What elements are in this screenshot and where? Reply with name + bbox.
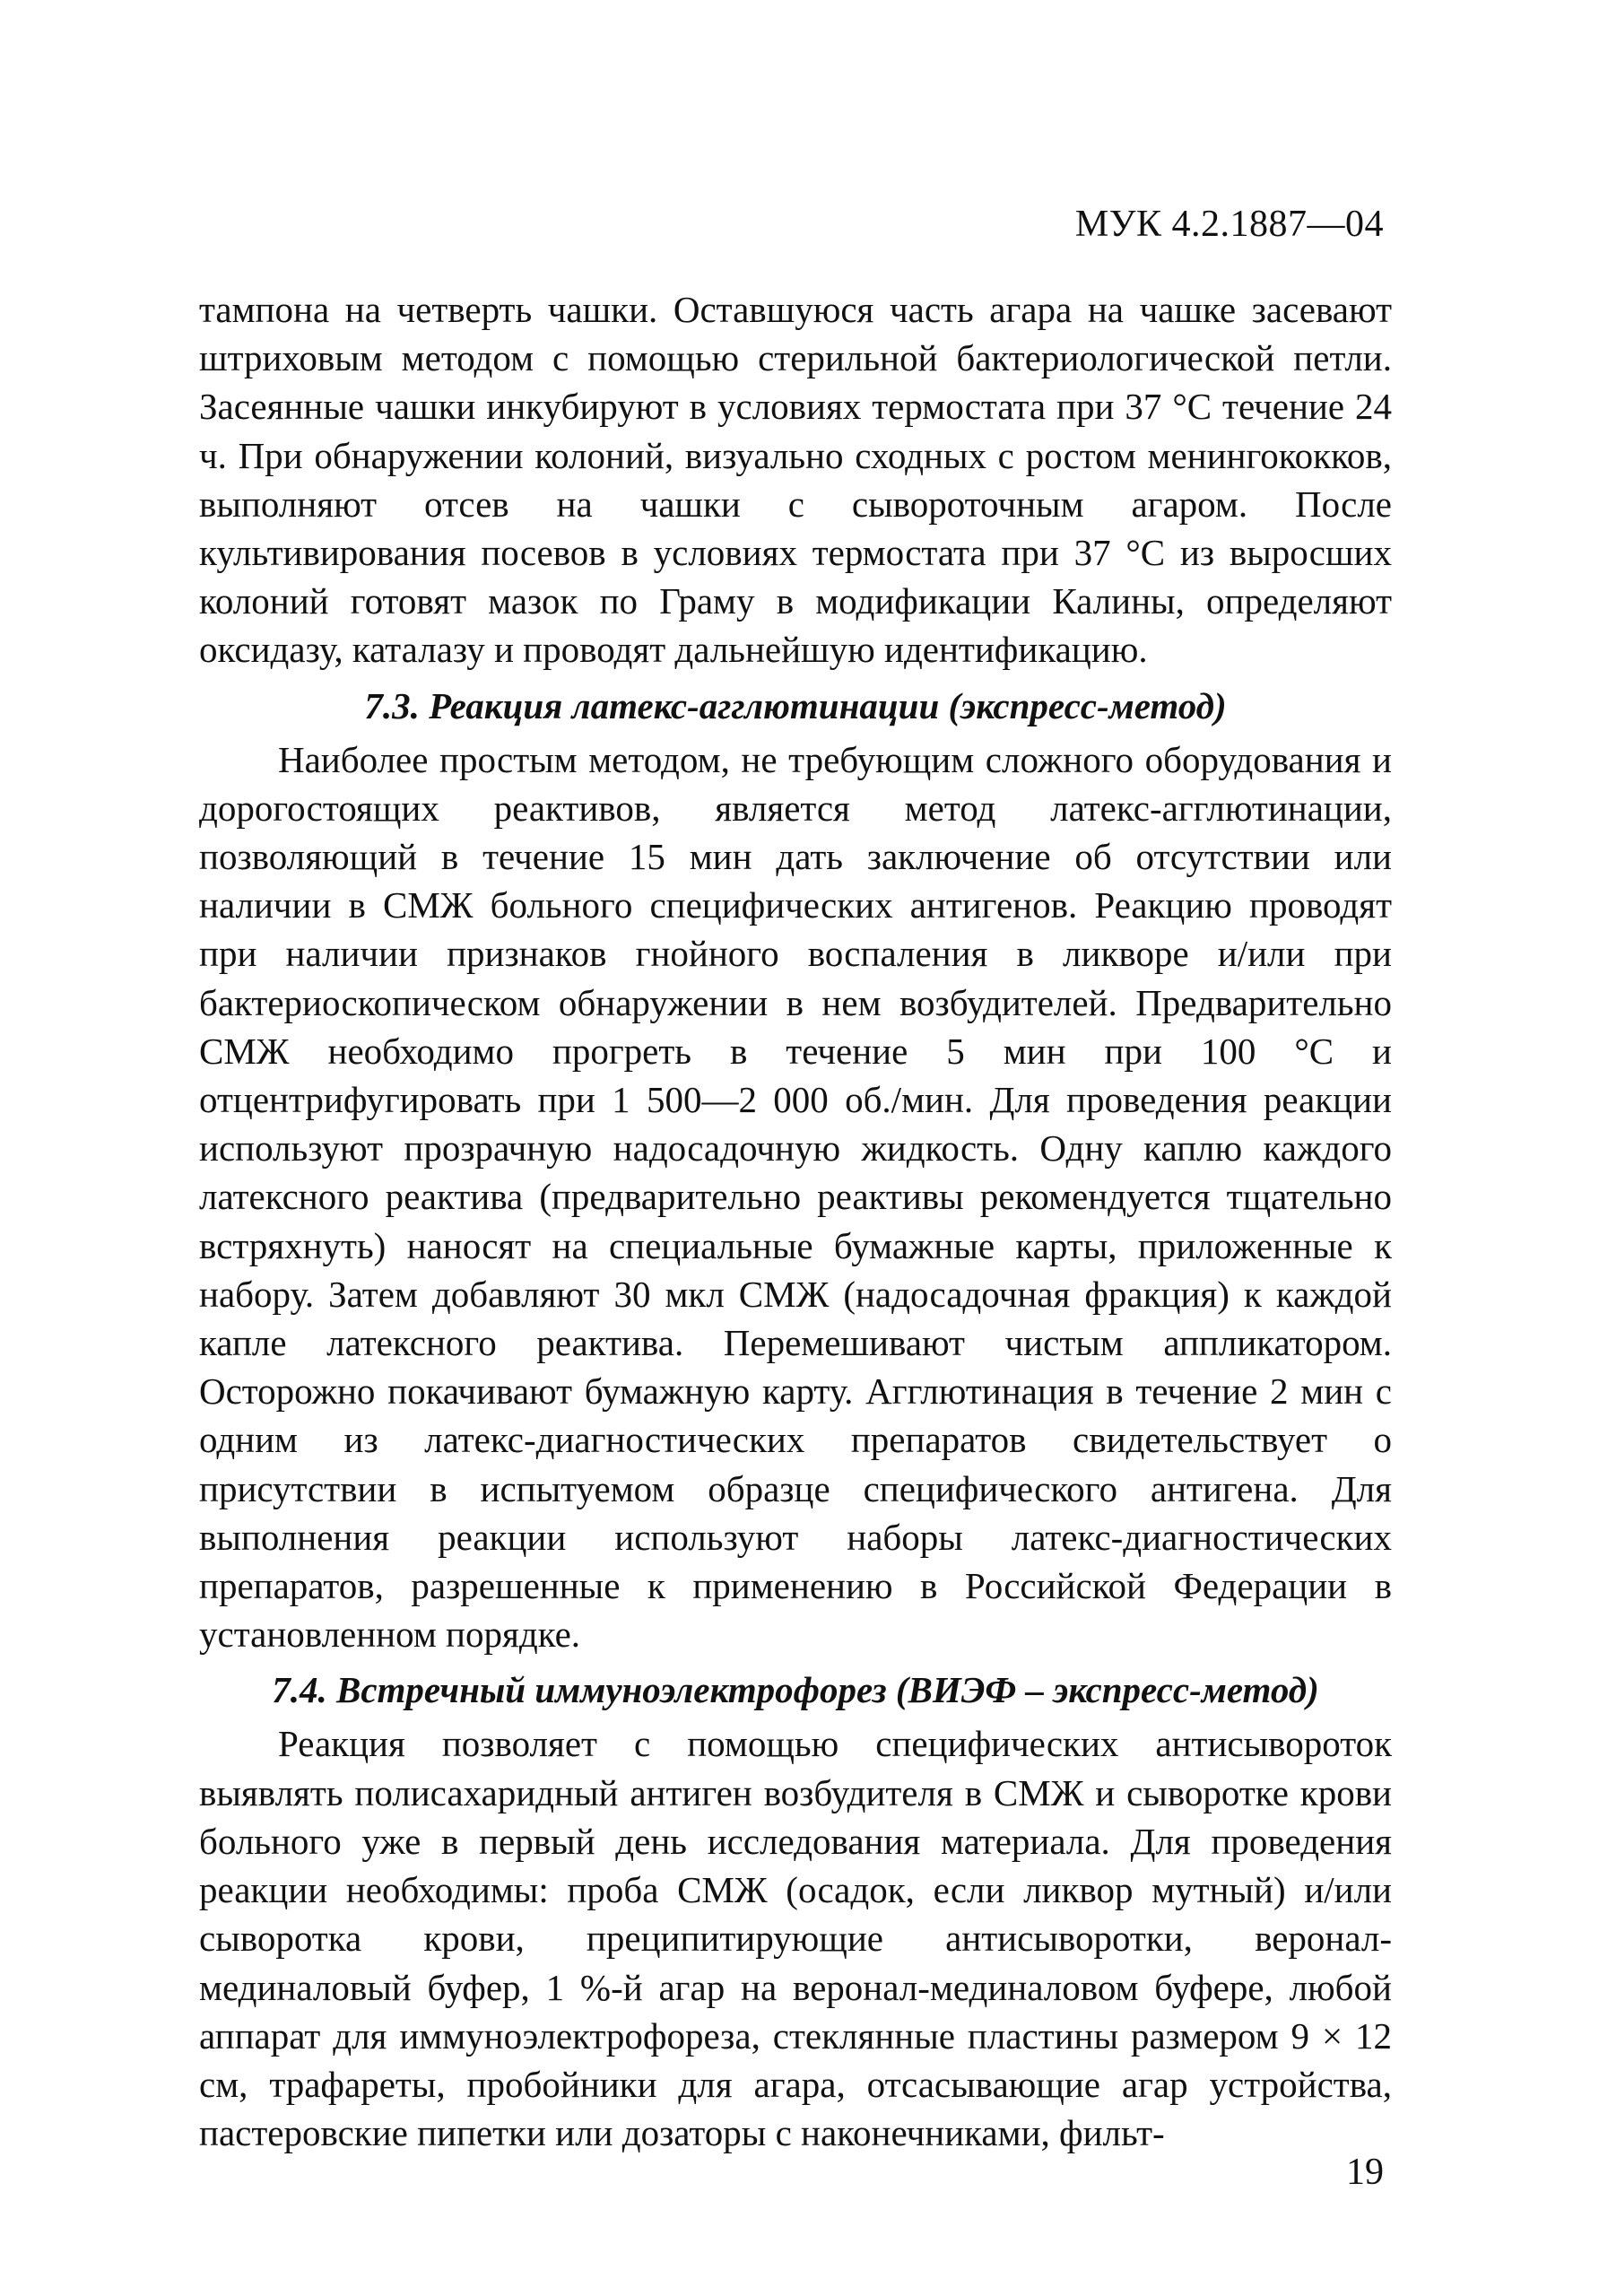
section-7-3-paragraph: Наиболее простым методом, не требующим сложного оборудования и дорогостоящих реактивов, является метод латекс-агглютинации, позволяющий в течение 15 мин дать заключение об отсутствии или наличии в СМЖ больного специфических антигенов. Реакцию проводят при наличии признаков гнойного воспаления в ликворе и/или при бактериоскопическом обнаружении в нем возбудителей. Предварительно СМЖ необходимо прогреть в течение 5 мин при 100 °С и отцентрифугировать при 1 500—2 000 об./мин. Для проведения реакции используют прозрачную надосадочную жидкость. Одну каплю каждого латексного реактива (предварительно реактивы рекомендуется тщательно встряхнуть) наносят на специальные бумажные карты, приложенные к набору. Затем добавляют 30 мкл СМЖ (надосадочная фракция) к каждой капле латексного реактива. Перемешивают чистым аппликатором. Осторожно покачивают бумажную карту. Агглютинация в течение 2 мин с одним из латекс-диагностических препаратов свидетельствует о присутствии в испытуемом образце специфического антигена. Для выполнения реакции используют наборы латекс-диагностических препаратов, разрешенные к применению в Российской Федерации в установленном порядке. — [199, 738, 1392, 1656]
continued-paragraph: тампона на четверть чашки. Оставшуюся часть агара на чашке засевают штриховым методом с помощью стерильной бактериологической петли. Засеянные чашки инкубируют в условиях термостата при 37 °С течение 24 ч. При обнаружении колоний, визуально сходных с ростом менингококков, выполняют отсев на чашки с сывороточным агаром. После культивирования посевов в условиях термостата при 37 °С из выросших колоний готовят мазок по Граму в модификации Калины, определяют оксидазу, каталазу и проводят дальнейшую идентификацию. — [199, 289, 1392, 671]
section-7-3-heading: 7.3. Реакция латекс-агглютинации (экспресс-метод) — [364, 684, 1227, 726]
document-code-header: МУК 4.2.1887—04 — [1074, 204, 1384, 245]
page-body — [199, 285, 1392, 2157]
page-number: 19 — [1346, 2152, 1384, 2193]
section-7-4-paragraph: Реакция позволяет с помощью специфических антисывороток выявлять полисахаридный антиген возбудителя в СМЖ и сыворотке крови больного уже в первый день исследования материала. Для проведения реакции необходимы: проба СМЖ (осадок, если ликвор мутный) и/или сыворотка крови, преципитирующие антисыворотки, веронал-мединаловый буфер, 1 %-й агар на веронал-мединаловом буфере, любой аппарат для иммуноэлектрофореза, стеклянные пластины размером 9 × 12 см, трафареты, пробойники для агара, отсасывающие агар устройства, пастеровские пипетки или дозаторы с наконечниками, фильт- — [199, 1723, 1392, 2154]
section-7-4-heading: 7.4. Встречный иммуноэлектрофорез (ВИЭФ – экспресс-метод) — [272, 1669, 1319, 1711]
